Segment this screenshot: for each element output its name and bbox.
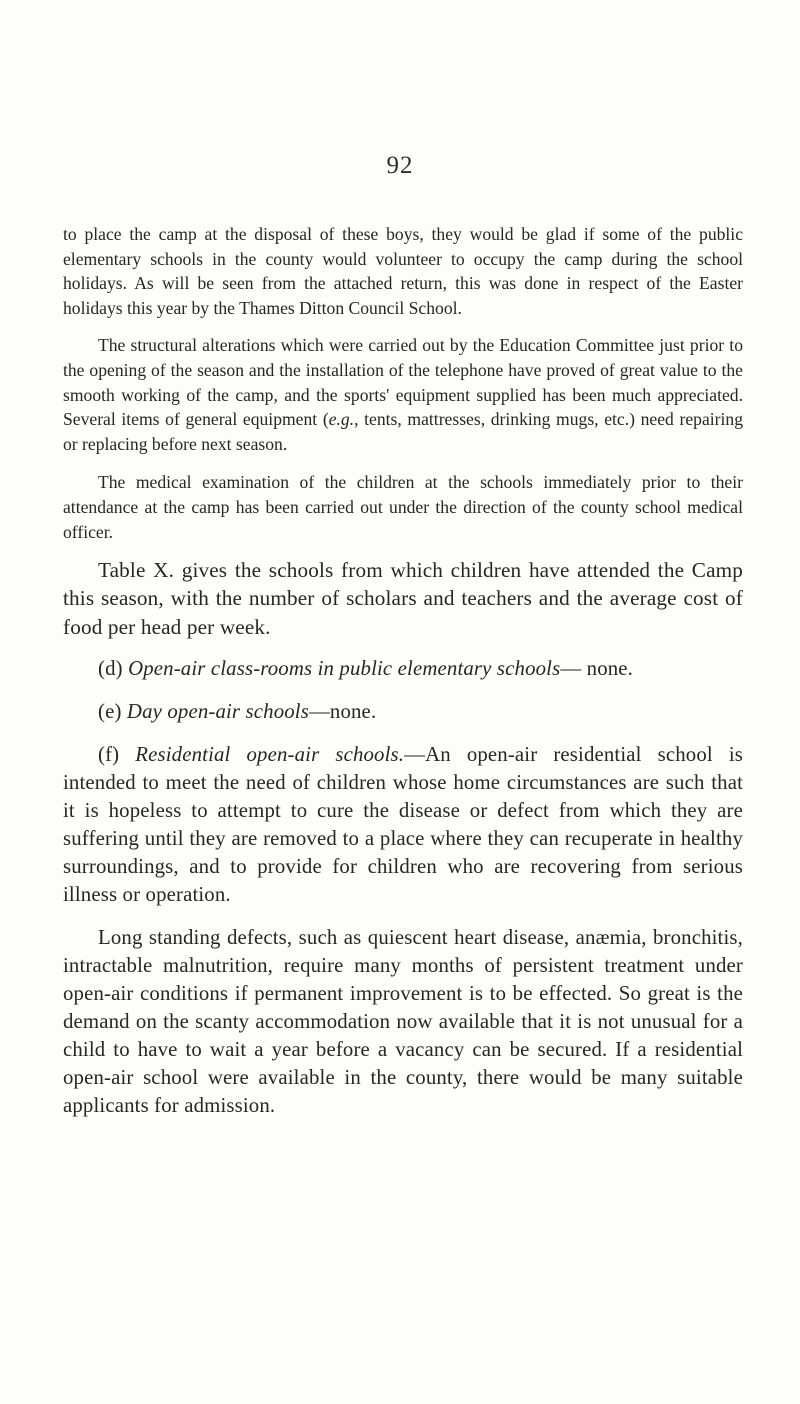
body-text (63, 222, 743, 1120)
item-label-f: (f) (98, 742, 120, 766)
residential-open-air-schools-rest: —An open-air residential school is intended to meet the need of children whose home circumstances are such that it is hopeless to attempt to cure the disease or defect from which they are suffering until they are removed to a place where they can recuperate in healthy surroundings, and to provide for children who are recovering from serious illness or operation. (63, 742, 744, 906)
paragraph-table-x: Table X. gives the schools from which children have attended the Camp this season, with the number of scholars and teachers and the average cost of food per head per week. (63, 558, 743, 639)
paragraph-structural-alterations (63, 333, 743, 456)
main-print-section (63, 556, 743, 1120)
residential-open-air-schools-title: Residential open-air schools. (135, 742, 405, 766)
day-open-air-schools-title: Day open-air schools (126, 699, 309, 723)
page-number: 92 (386, 152, 414, 179)
paragraph-camp-disposal: to place the camp at the disposal of these boys, they would be glad if some of the public elementary schools in the county would volunteer to occupy the camp during the school holidays. As will be seen from the attached return, this was done in respect of the Easter holidays this year by the Thames Ditton Council School. (63, 224, 743, 318)
structural-alterations-text-a: The structural alterations which were carried out by the Education Committee just prior to the opening of the season and the installation of the telephone have proved of great value to the smooth working of the camp, and the sports' equipment supplied has been much appreciated. Several items of general equipment ( (63, 335, 743, 430)
small-print-section (63, 222, 743, 544)
paragraph-day-open-air-schools (63, 698, 743, 726)
paragraph-open-air-class-rooms (63, 655, 743, 683)
item-label-e: (e) (98, 699, 122, 723)
paragraph-long-standing-defects: Long standing defects, such as quiescent heart disease, anæmia, bronchitis, intractable malnutrition, require many months of persistent treatment under open-air conditions if permanent improvement is to be effected. So great is the demand on the scanty accommodation now available that it is not unusual for a child to have to wait a year before a vacancy can be secured. If a residential open-air school were available in the county, there would be many suitable applicants for admission. (63, 925, 743, 1117)
day-open-air-schools-rest: —none. (308, 699, 377, 723)
open-air-class-rooms-rest: — none. (560, 656, 634, 680)
eg-abbreviation: e.g. (328, 409, 355, 430)
open-air-class-rooms-title: Open-air class-rooms in public elementary schools (128, 656, 561, 680)
structural-alterations-text-b: , tents, mattresses, drinking mugs, etc.) need repairing or replacing before next season. (63, 409, 743, 454)
item-label-d: (d) (98, 656, 123, 680)
paragraph-residential-open-air-schools (63, 741, 743, 909)
paragraph-medical-examination: The medical examination of the children at the schools immediately prior to their attendance at the camp has been carried out under the direction of the county school medical officer. (63, 472, 743, 542)
